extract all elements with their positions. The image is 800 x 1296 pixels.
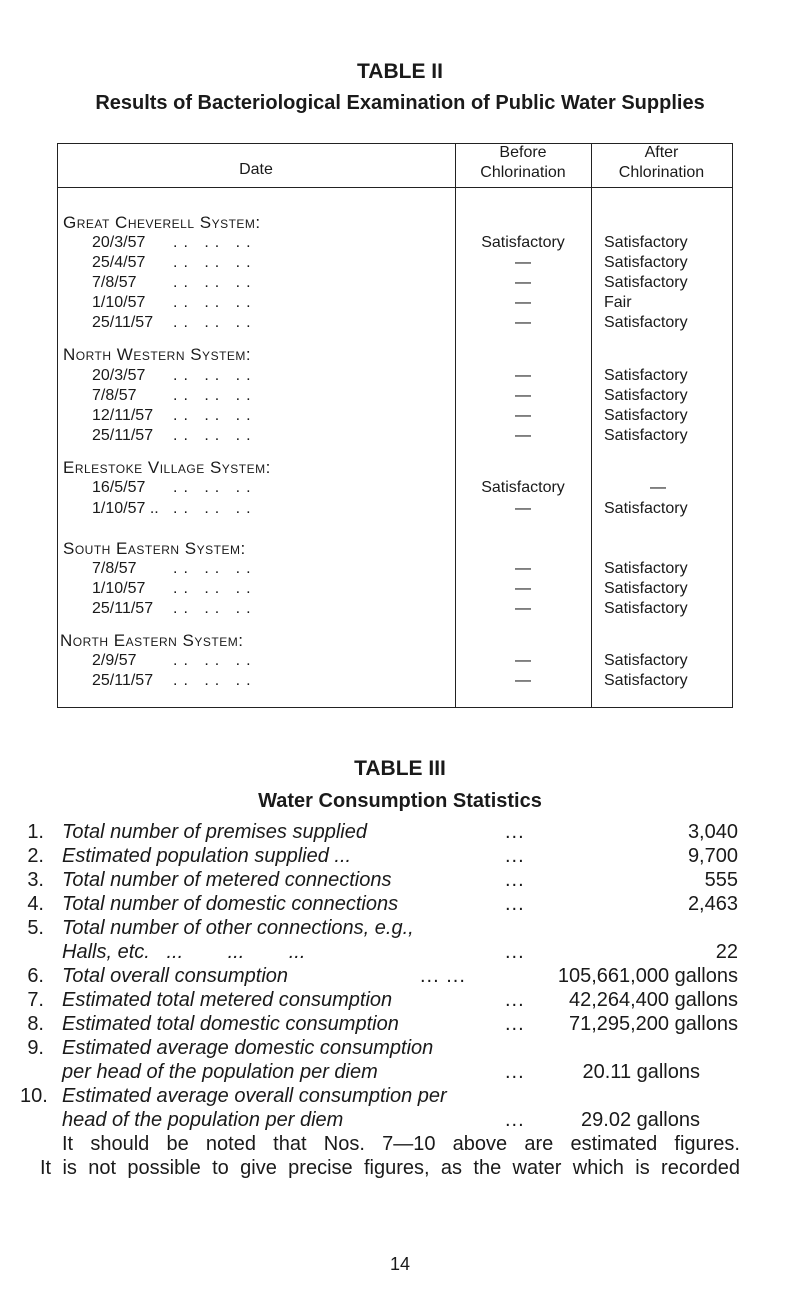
row-dots: .. .. .. (173, 254, 257, 271)
header-before-line1: Before (499, 144, 547, 161)
item-number: 9. (27, 1037, 44, 1059)
item-leader: ... ... (420, 965, 466, 987)
row-after: Satisfactory (604, 387, 688, 404)
table-row (0, 579, 800, 599)
row-dots: .. .. .. (173, 234, 257, 251)
system-name: North Eastern System: (60, 631, 244, 650)
row-after: Satisfactory (604, 580, 688, 597)
row-before: — (515, 672, 531, 689)
row-dots: .. .. .. (173, 314, 257, 331)
table-row (0, 671, 800, 691)
note-line-2: It is not possible to give precise figures, as the water which is recorded (40, 1157, 740, 1179)
item-label: Estimated total metered consumption (62, 989, 393, 1011)
note-line-1: It should be noted that Nos. 7—10 above are estimated figures. (62, 1133, 740, 1155)
row-before: — (515, 427, 531, 444)
item-label-line2: Halls, etc. ... ... ... (62, 941, 306, 963)
item-label: Estimated total domestic consumption (62, 1013, 399, 1035)
row-after: Satisfactory (604, 500, 688, 517)
item-value: 555 (704, 869, 738, 891)
item-number: 3. (27, 869, 44, 891)
row-before: — (515, 407, 531, 424)
item-label: Total number of domestic connections (62, 893, 399, 915)
item-value: 22 (715, 941, 738, 963)
item-value: 42,264,400 gallons (568, 989, 738, 1011)
row-date: 7/8/57 (92, 274, 137, 291)
item-number: 1. (27, 821, 44, 843)
row-date: 20/3/57 (92, 234, 146, 251)
table-row (0, 273, 800, 293)
table-3-title: TABLE III (354, 757, 446, 780)
row-dots: .. .. .. (173, 672, 257, 689)
system-heading (0, 213, 800, 233)
row-date: 7/8/57 (92, 387, 137, 404)
table-row (0, 559, 800, 579)
item-number: 8. (27, 1013, 44, 1035)
row-after: Satisfactory (604, 600, 688, 617)
row-dots: .. .. .. (173, 367, 257, 384)
row-after: Satisfactory (604, 427, 688, 444)
row-date: 25/11/57 (92, 600, 154, 617)
table-row (0, 253, 800, 273)
row-before: — (515, 294, 531, 311)
system-name: North Western System: (63, 345, 252, 364)
row-dots: .. .. .. (173, 580, 257, 597)
table-row (0, 293, 800, 313)
row-dots: .. .. .. (173, 560, 257, 577)
row-after: Satisfactory (604, 652, 688, 669)
row-before: — (515, 314, 531, 331)
row-dots: .. .. .. (173, 274, 257, 291)
row-before: — (515, 367, 531, 384)
item-value: 2,463 (687, 893, 738, 915)
item-label: Estimated population supplied ... (62, 845, 352, 867)
row-date: 25/11/57 (92, 672, 154, 689)
table-row (0, 233, 800, 253)
row-date: 1/10/57 (92, 294, 146, 311)
header-before-line2: Chlorination (480, 164, 566, 181)
row-date: 7/8/57 (92, 560, 137, 577)
header-bottom-rule (57, 187, 733, 188)
header-after-line2: Chlorination (618, 164, 705, 181)
row-dots: .. .. .. (173, 600, 257, 617)
item-label: Estimated average domestic consumption (62, 1037, 434, 1059)
header-before (455, 143, 591, 183)
item-value: 71,295,200 gallons (568, 1013, 738, 1035)
item-leader: ... (505, 1061, 525, 1083)
item-leader: ... (505, 1013, 525, 1035)
item-leader: ... (505, 869, 525, 891)
row-after: Fair (604, 294, 632, 311)
item-leader: ... (505, 989, 525, 1011)
item-number: 10. (20, 1085, 48, 1107)
row-before: Satisfactory (481, 479, 565, 496)
row-after: — (650, 479, 666, 496)
table-2-subtitle: Results of Bacteriological Examination of Public Water Supplies (95, 92, 705, 114)
row-after: Satisfactory (604, 367, 688, 384)
table-row (0, 426, 800, 446)
row-before: — (515, 600, 531, 617)
row-date: 12/11/57 (92, 407, 154, 424)
item-label: Total overall consumption (62, 965, 289, 987)
item-label: Total number of metered connections (62, 869, 392, 891)
row-before: — (515, 652, 531, 669)
table-3-subtitle: Water Consumption Statistics (258, 790, 542, 812)
table-row (0, 313, 800, 333)
row-after: Satisfactory (604, 254, 688, 271)
item-label: Estimated average overall consumption per (62, 1085, 447, 1107)
item-value: 29.02 gallons (581, 1109, 700, 1131)
item-number: 2. (27, 845, 44, 867)
note-paragraph-continued (40, 1156, 740, 1180)
item-number: 4. (27, 893, 44, 915)
item-leader: ... (505, 845, 525, 867)
table-row (0, 386, 800, 406)
item-leader: ... (505, 941, 525, 963)
system-heading (0, 539, 800, 559)
item-number: 5. (27, 917, 44, 939)
item-leader: ... (505, 821, 525, 843)
row-date: 2/9/57 (92, 652, 137, 669)
system-heading (0, 458, 800, 478)
row-dots: .. .. .. (173, 500, 257, 517)
item-value: 3,040 (687, 821, 738, 843)
row-after: Satisfactory (604, 672, 688, 689)
item-number: 6. (27, 965, 44, 987)
row-dots: .. .. .. (173, 479, 257, 496)
system-name: South Eastern System: (63, 539, 246, 558)
item-label: Total number of premises supplied (62, 821, 367, 843)
row-date: 25/4/57 (92, 254, 146, 271)
row-before: — (515, 560, 531, 577)
system-name: Erlestoke Village System: (63, 458, 271, 477)
row-dots: .. .. .. (173, 652, 257, 669)
row-date: 20/3/57 (92, 367, 146, 384)
item-number: 7. (27, 989, 44, 1011)
table-row (0, 599, 800, 619)
row-date: 25/11/57 (92, 427, 154, 444)
row-after: Satisfactory (604, 407, 688, 424)
header-after (591, 143, 732, 183)
item-value: 105,661,000 gallons (557, 965, 738, 987)
item-leader: ... (505, 1109, 525, 1131)
row-dots: .. .. .. (173, 387, 257, 404)
row-dots: .. .. .. (173, 294, 257, 311)
table-row (0, 366, 800, 386)
system-name: Great Cheverell System: (63, 213, 261, 232)
row-before: — (515, 500, 531, 517)
item-leader: ... (505, 893, 525, 915)
row-after: Satisfactory (604, 314, 688, 331)
row-date: 1/10/57 .. (92, 500, 159, 517)
header-date: Date (239, 161, 273, 178)
row-after: Satisfactory (604, 274, 688, 291)
row-before: — (515, 254, 531, 271)
item-value: 20.11 gallons (582, 1061, 700, 1083)
table-row (0, 406, 800, 426)
note-paragraph (62, 1132, 740, 1156)
item-value: 9,700 (687, 845, 738, 867)
row-date: 25/11/57 (92, 314, 154, 331)
table-2-title: TABLE II (357, 60, 443, 83)
row-before: — (515, 274, 531, 291)
item-label-line2: head of the population per diem (62, 1109, 344, 1131)
system-heading (0, 631, 800, 651)
table-bottom-rule (57, 707, 733, 708)
item-label: Total number of other connections, e.g., (62, 917, 414, 939)
system-heading (0, 345, 800, 365)
row-dots: .. .. .. (173, 407, 257, 424)
row-date: 16/5/57 (92, 479, 146, 496)
table-row (0, 651, 800, 671)
row-before: — (515, 387, 531, 404)
header-after-line1: After (644, 144, 679, 161)
page-number: 14 (389, 1254, 411, 1274)
row-date: 1/10/57 (92, 580, 146, 597)
row-after: Satisfactory (604, 560, 688, 577)
table-row (0, 478, 800, 498)
row-after: Satisfactory (604, 234, 688, 251)
table-row (0, 499, 800, 519)
row-dots: .. .. .. (173, 427, 257, 444)
row-before: Satisfactory (481, 234, 565, 251)
row-before: — (515, 580, 531, 597)
item-label-line2: per head of the population per diem (62, 1061, 378, 1083)
